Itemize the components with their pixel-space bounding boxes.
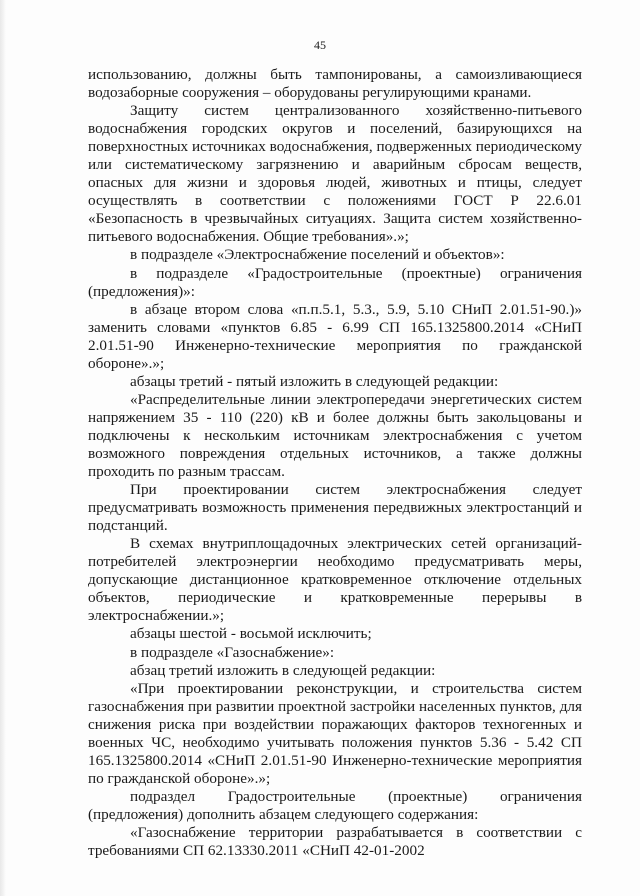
- paragraph: абзацы третий - пятый изложить в следующей редакции:: [130, 372, 499, 390]
- paragraph: «Газоснабжение территории разрабатывается в соответствии с требованиями СП 62.13330.2011 «СНиП 42-01-2002: [88, 823, 582, 860]
- paragraph: абзацы шестой - восьмой исключить;: [130, 625, 372, 643]
- paragraph: использованию, должны быть тампонированы, а самоизливающиеся водозаборные сооружения – оборудованы регулирующими кранами.: [88, 66, 582, 102]
- paragraph: При проектировании систем электроснабжения следует предусматривать возможность применения передвижных электростанций и подстанций.: [88, 481, 582, 535]
- document-body: [88, 66, 582, 860]
- paragraph: в абзаце втором слова «п.п.5.1, 5.3., 5.9, 5.10 СНиП 2.01.51-90.)» заменить словами «пунктов 6.85 - 6.99 СП 165.1325800.2014 «СНиП 2.01.51-90 Инженерно-технические мероприятия по гражданской обороне».»;: [88, 300, 582, 372]
- paragraph: в подразделе «Газоснабжение»:: [130, 643, 335, 661]
- page-number: 45: [314, 38, 326, 52]
- paragraph: Защиту систем централизованного хозяйственно-питьевого водоснабжения городских округов и поселений, базирующихся на поверхностных источниках водоснабжения, подверженных периодическому или систематическому загрязнению и аварийным сбросам веществ, опасных для жизни и здоровья людей, животных и птицы, следует осуществлять в соответствии с положениями ГОСТ Р 22.6.01 «Безопасность в чрезвычайных ситуациях. Защита систем хозяйственно-питьевого водоснабжения. Общие требования».»;: [88, 102, 582, 246]
- paragraph: «Распределительные линии электропередачи энергетических систем напряжением 35 - 110 (220) кВ и более должны быть закольцованы и подключены к нескольким источникам электроснабжения с учетом возможного повреждения отдельных источников, а также должны проходить по разным трассам.: [88, 390, 582, 481]
- paragraph: «При проектировании реконструкции, и строительства систем газоснабжения при развитии проектной застройки населенных пунктов, для снижения риска при воздействии поражающих факторов техногенных и военных ЧС, необходимо учитывать положения пунктов 5.36 - 5.42 СП 165.1325800.2014 «СНиП 2.01.51-90 Инженерно-технические мероприятия по гражданской обороне».»;: [88, 679, 582, 787]
- scan-edge: [0, 0, 6, 896]
- paragraph: в подразделе «Электроснабжение поселений и объектов»:: [130, 246, 505, 264]
- paragraph: В схемах внутриплощадочных электрических сетей организаций-потребителей электроэнергии необходимо предусматривать меры, допускающие дистанционное кратковременное отключение отдельных объектов, периодические и кратковременные перерывы в электроснабжении.»;: [88, 535, 582, 625]
- paragraph: в подразделе «Градостроительные (проектные) ограничения (предложения)»:: [88, 264, 582, 300]
- paragraph: подраздел Градостроительные (проектные) ограничения (предложения) дополнить абзацем следующего содержания:: [88, 787, 582, 823]
- paragraph: абзац третий изложить в следующей редакции:: [130, 661, 436, 679]
